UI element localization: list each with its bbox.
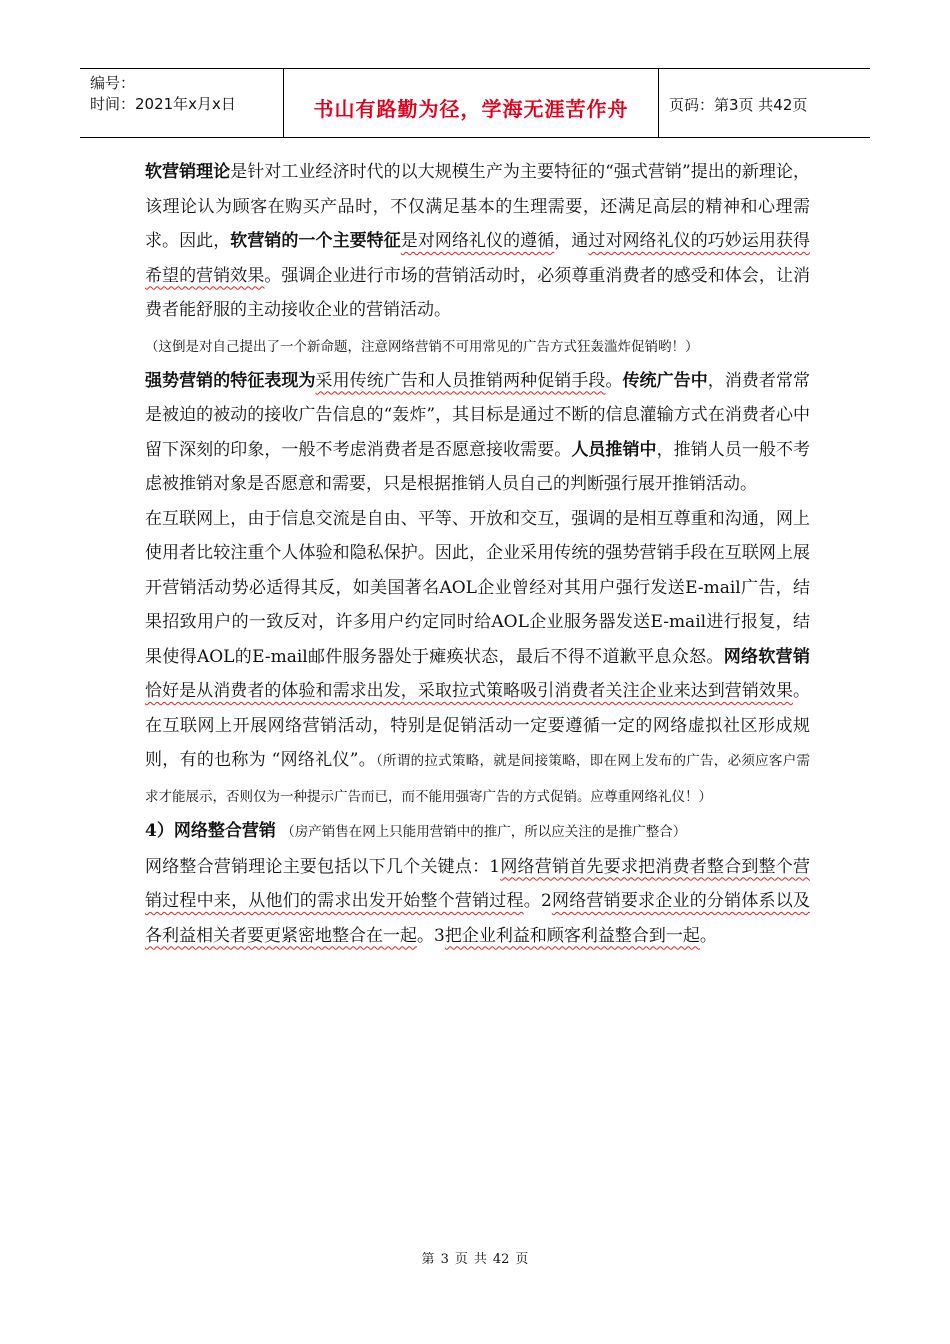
term-personal-selling: 人员推销中 <box>571 439 657 460</box>
header-page-label: 页码：第3页 共42页 <box>669 95 808 114</box>
header-page-cell <box>659 69 870 137</box>
underlined-text: 把企业利益和顾客利益整合到一起 <box>444 925 700 946</box>
body-text: 。 <box>699 925 717 946</box>
term-soft-marketing-theory: 软营销理论 <box>145 162 231 182</box>
body-text: 。强调企业进行市场的营销活动时，必须尊重消费者的感受和体会，让消费者能舒服的主动接收企业的营销活动。 <box>145 265 811 320</box>
section-title: 4）网络整合营销 <box>145 821 276 841</box>
document-number-label: 编号： <box>90 74 136 92</box>
underlined-text: 网络营销要求企业的分销体系以及各利益相关者要更紧密地整合在一起 <box>145 891 810 946</box>
body-text: 。在互联网上开展网络营销活动，特别是促销活动一定要遵循一定的网络虚拟社区形成规则，有的也称为 “网络礼仪”。 <box>145 681 810 770</box>
header-motto: 书山有路勤为径，学海无涯苦作舟 <box>313 96 629 121</box>
body-text: ，消费者常常是被迫的被动的接收广告信息的“轰炸”，其目标是通过不断的信息灌输方式在消费者心中留下深刻的印象，一般不考虑消费者是否愿意接收需要。 <box>145 370 811 460</box>
footer-total-pages: 42 <box>492 1252 510 1267</box>
term-strong-marketing: 强势营销的特征表现为 <box>145 370 316 391</box>
page-footer <box>0 1248 950 1267</box>
body-text: 在互联网上，由于信息交流是自由、平等、开放和交互，强调的是相互尊重和沟通，网上使用者比较注重个人体验和隐私保护。因此，企业采用传统的强势营销手段在互联网上展开营销活动势必适得其反，如美国著名AOL企业曾经对其用户强行发送E-mail广告，结果招致用户的一致反对，许多用户约定同时给AOL企业服务器发送E-mail进行报复，结果使得AOL的E-mail邮件服务器处于瘫痪状态，最后不得不道歉平息众怒。 <box>145 508 810 667</box>
body-text: 。2 <box>523 891 552 911</box>
underlined-text: 过对网络礼仪的巧妙运用获得希望的营销效果 <box>145 231 811 286</box>
underlined-text: 恰好是从消费者的体验和需求出发，采取拉式策略吸引消费者关注企业来达到营销效果 <box>145 681 793 701</box>
footer-word: 页 <box>515 1252 529 1267</box>
document-body <box>145 155 810 953</box>
underlined-text: 是对网络礼仪的遵循 <box>400 231 555 251</box>
term-traditional-ads: 传统广告中 <box>622 370 708 391</box>
body-text: 网络整合营销理论主要包括以下几个关键点：1 <box>145 856 501 877</box>
footer-word: 页 <box>454 1252 468 1267</box>
underlined-text: 采用传统广告和人员推销两种促销手段 <box>315 370 606 391</box>
section-heading-integrated-marketing <box>145 814 810 850</box>
footer-word: 第 <box>421 1252 435 1267</box>
document-header <box>80 68 870 138</box>
paragraph-soft-marketing <box>145 155 810 328</box>
footer-word: 共 <box>473 1252 487 1267</box>
body-text: ，推销人员一般不考虑被推销对象是否愿意和需要，只是根据推销人员自己的判断强行展开推销活动。 <box>145 439 811 494</box>
header-motto-cell <box>284 69 659 137</box>
inline-note-pull-strategy: （所谓的拉式策略，就是间接策略，即在网上发布的广告，必须应客户需求才能展示，否则仅为一种提示广告而已，而不能用强寄广告的方式促销。应尊重网络礼仪！） <box>145 753 810 805</box>
paragraph-strong-marketing <box>145 364 810 502</box>
term-network-soft-marketing: 网络软营销 <box>723 646 810 667</box>
paragraph-internet-marketing <box>145 502 810 815</box>
document-date-label: 时间：2021年x月x日 <box>90 95 236 113</box>
note-soft-marketing: （这倒是对自己提出了一个新命题，注意网络营销不可用常见的广告方式狂轰滥炸促销哟！） <box>145 338 699 355</box>
body-text: 。 <box>605 370 623 391</box>
body-text: ，通 <box>554 231 589 251</box>
paragraph-integration-points <box>145 850 810 954</box>
header-meta-cell <box>80 69 284 137</box>
body-text: 。3 <box>417 925 445 946</box>
footer-page-number: 3 <box>440 1252 449 1267</box>
body-text: 是针对工业经济时代的以大规模生产为主要特征的“强式营销”提出的新理论，该理论认为顾客在购买产品时，不仅满足基本的生理需要，还满足高层的精神和心理需求。因此， <box>145 162 811 251</box>
inline-note-integration: （房产销售在网上只能用营销中的推广，所以应关注的是推广整合） <box>281 824 687 840</box>
underlined-text: 网络营销首先要求把消费者整合到整个营销过程中来，从他们的需求出发开始整个营销过程 <box>145 856 810 911</box>
term-soft-marketing-feature: 软营销的一个主要特征 <box>230 231 401 251</box>
